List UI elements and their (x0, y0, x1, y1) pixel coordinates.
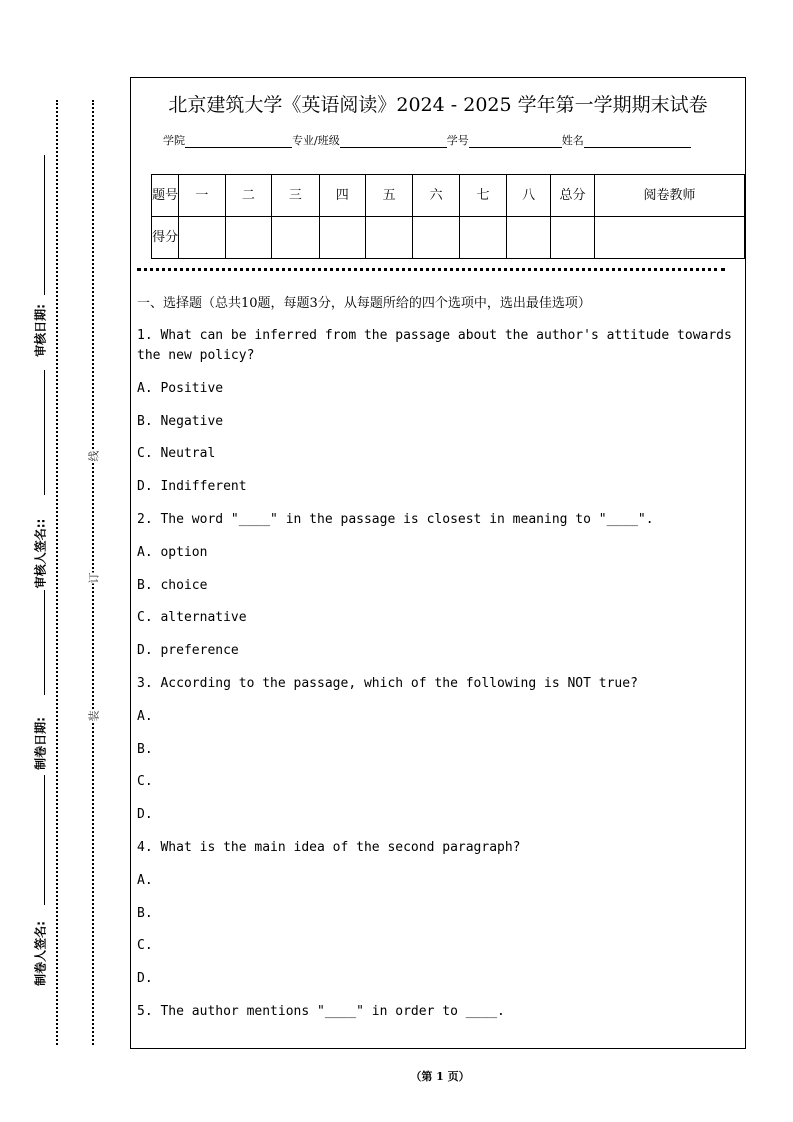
col-header: 八 (507, 175, 551, 217)
exam-frame (130, 77, 746, 1049)
score-cell[interactable] (459, 217, 506, 259)
row-label: 题号 (152, 175, 179, 217)
question-text: 5. The author mentions "____" in order to ____. (137, 1003, 505, 1019)
col-header: 二 (225, 175, 271, 217)
section-heading: 一、选择题（总共10题，每题3分，从每题所给的四个选项中，选出最佳选项） (137, 296, 591, 311)
reviewer-signature-label: 审核人签名:: (33, 518, 48, 589)
dotted-divider (56, 100, 58, 1045)
student-info (163, 132, 691, 148)
signature-line (44, 590, 45, 695)
col-header: 六 (413, 175, 459, 217)
name-field[interactable] (584, 135, 691, 148)
name-label: 姓名 (561, 134, 584, 147)
major-label: 专业/班级 (292, 134, 340, 147)
signature-line (44, 775, 45, 905)
col-header: 七 (459, 175, 506, 217)
binding-char-zhuang: 装 (87, 710, 101, 722)
col-header: 总分 (551, 175, 595, 217)
score-cell[interactable] (225, 217, 271, 259)
score-table (151, 174, 745, 259)
question-text: 4. What is the main idea of the second paragraph? (137, 839, 521, 855)
answer-option: D. Indifferent (137, 479, 247, 495)
signature-line (44, 155, 45, 295)
review-date-label: 审核日期: (33, 304, 48, 357)
score-cell[interactable] (413, 217, 459, 259)
answer-option: C. (137, 938, 153, 954)
col-header: 一 (179, 175, 225, 217)
answer-option: A. option (137, 544, 208, 560)
col-header: 阅卷教师 (594, 175, 744, 217)
score-cell[interactable] (507, 217, 551, 259)
col-header: 四 (319, 175, 365, 217)
answer-option: D. preference (137, 643, 239, 659)
page-title: 北京建筑大学《英语阅读》2024 - 2025 学年第一学期期末试卷 (168, 94, 708, 116)
answer-option: C. Neutral (137, 446, 216, 462)
row-label: 得分 (152, 217, 179, 259)
score-cell[interactable] (179, 217, 225, 259)
answer-option: D. (137, 807, 153, 823)
student-id-label: 学号 (446, 134, 469, 147)
answer-option: A. (137, 708, 153, 724)
student-id-field[interactable] (469, 135, 562, 148)
answer-option: B. (137, 905, 153, 921)
college-field[interactable] (185, 135, 292, 148)
answer-option: A. (137, 872, 153, 888)
signature-line (44, 370, 45, 495)
score-cell[interactable] (319, 217, 365, 259)
question-text: 3. According to the passage, which of the following is NOT true? (137, 675, 638, 691)
college-label: 学院 (163, 134, 185, 147)
major-field[interactable] (340, 135, 447, 148)
answer-option: D. (137, 971, 153, 987)
answer-option: A. Positive (137, 380, 224, 396)
binding-char-xian: 线 (87, 450, 101, 462)
answer-option: B. Negative (137, 413, 224, 429)
score-cell[interactable] (365, 217, 412, 259)
score-cell[interactable] (594, 217, 744, 259)
question-text: 1. What can be inferred from the passage about the author's attitude towards the new policy? (137, 328, 732, 363)
answer-option: B. choice (137, 577, 208, 593)
dotted-separator (137, 268, 725, 271)
page-number: （第 1 页） (410, 1070, 470, 1083)
binding-char-ding: 订 (87, 572, 101, 584)
score-cell[interactable] (272, 217, 319, 259)
creation-date-label: 制卷日期: (33, 717, 48, 770)
score-cell[interactable] (551, 217, 595, 259)
question-list (137, 326, 743, 1035)
col-header: 五 (365, 175, 412, 217)
creator-signature-label: 制卷人签名: (33, 921, 48, 986)
question-text: 2. The word "____" in the passage is closest in meaning to "____". (137, 511, 654, 527)
answer-option: C. alternative (137, 610, 247, 626)
answer-option: C. (137, 774, 153, 790)
answer-option: B. (137, 741, 153, 757)
col-header: 三 (272, 175, 319, 217)
